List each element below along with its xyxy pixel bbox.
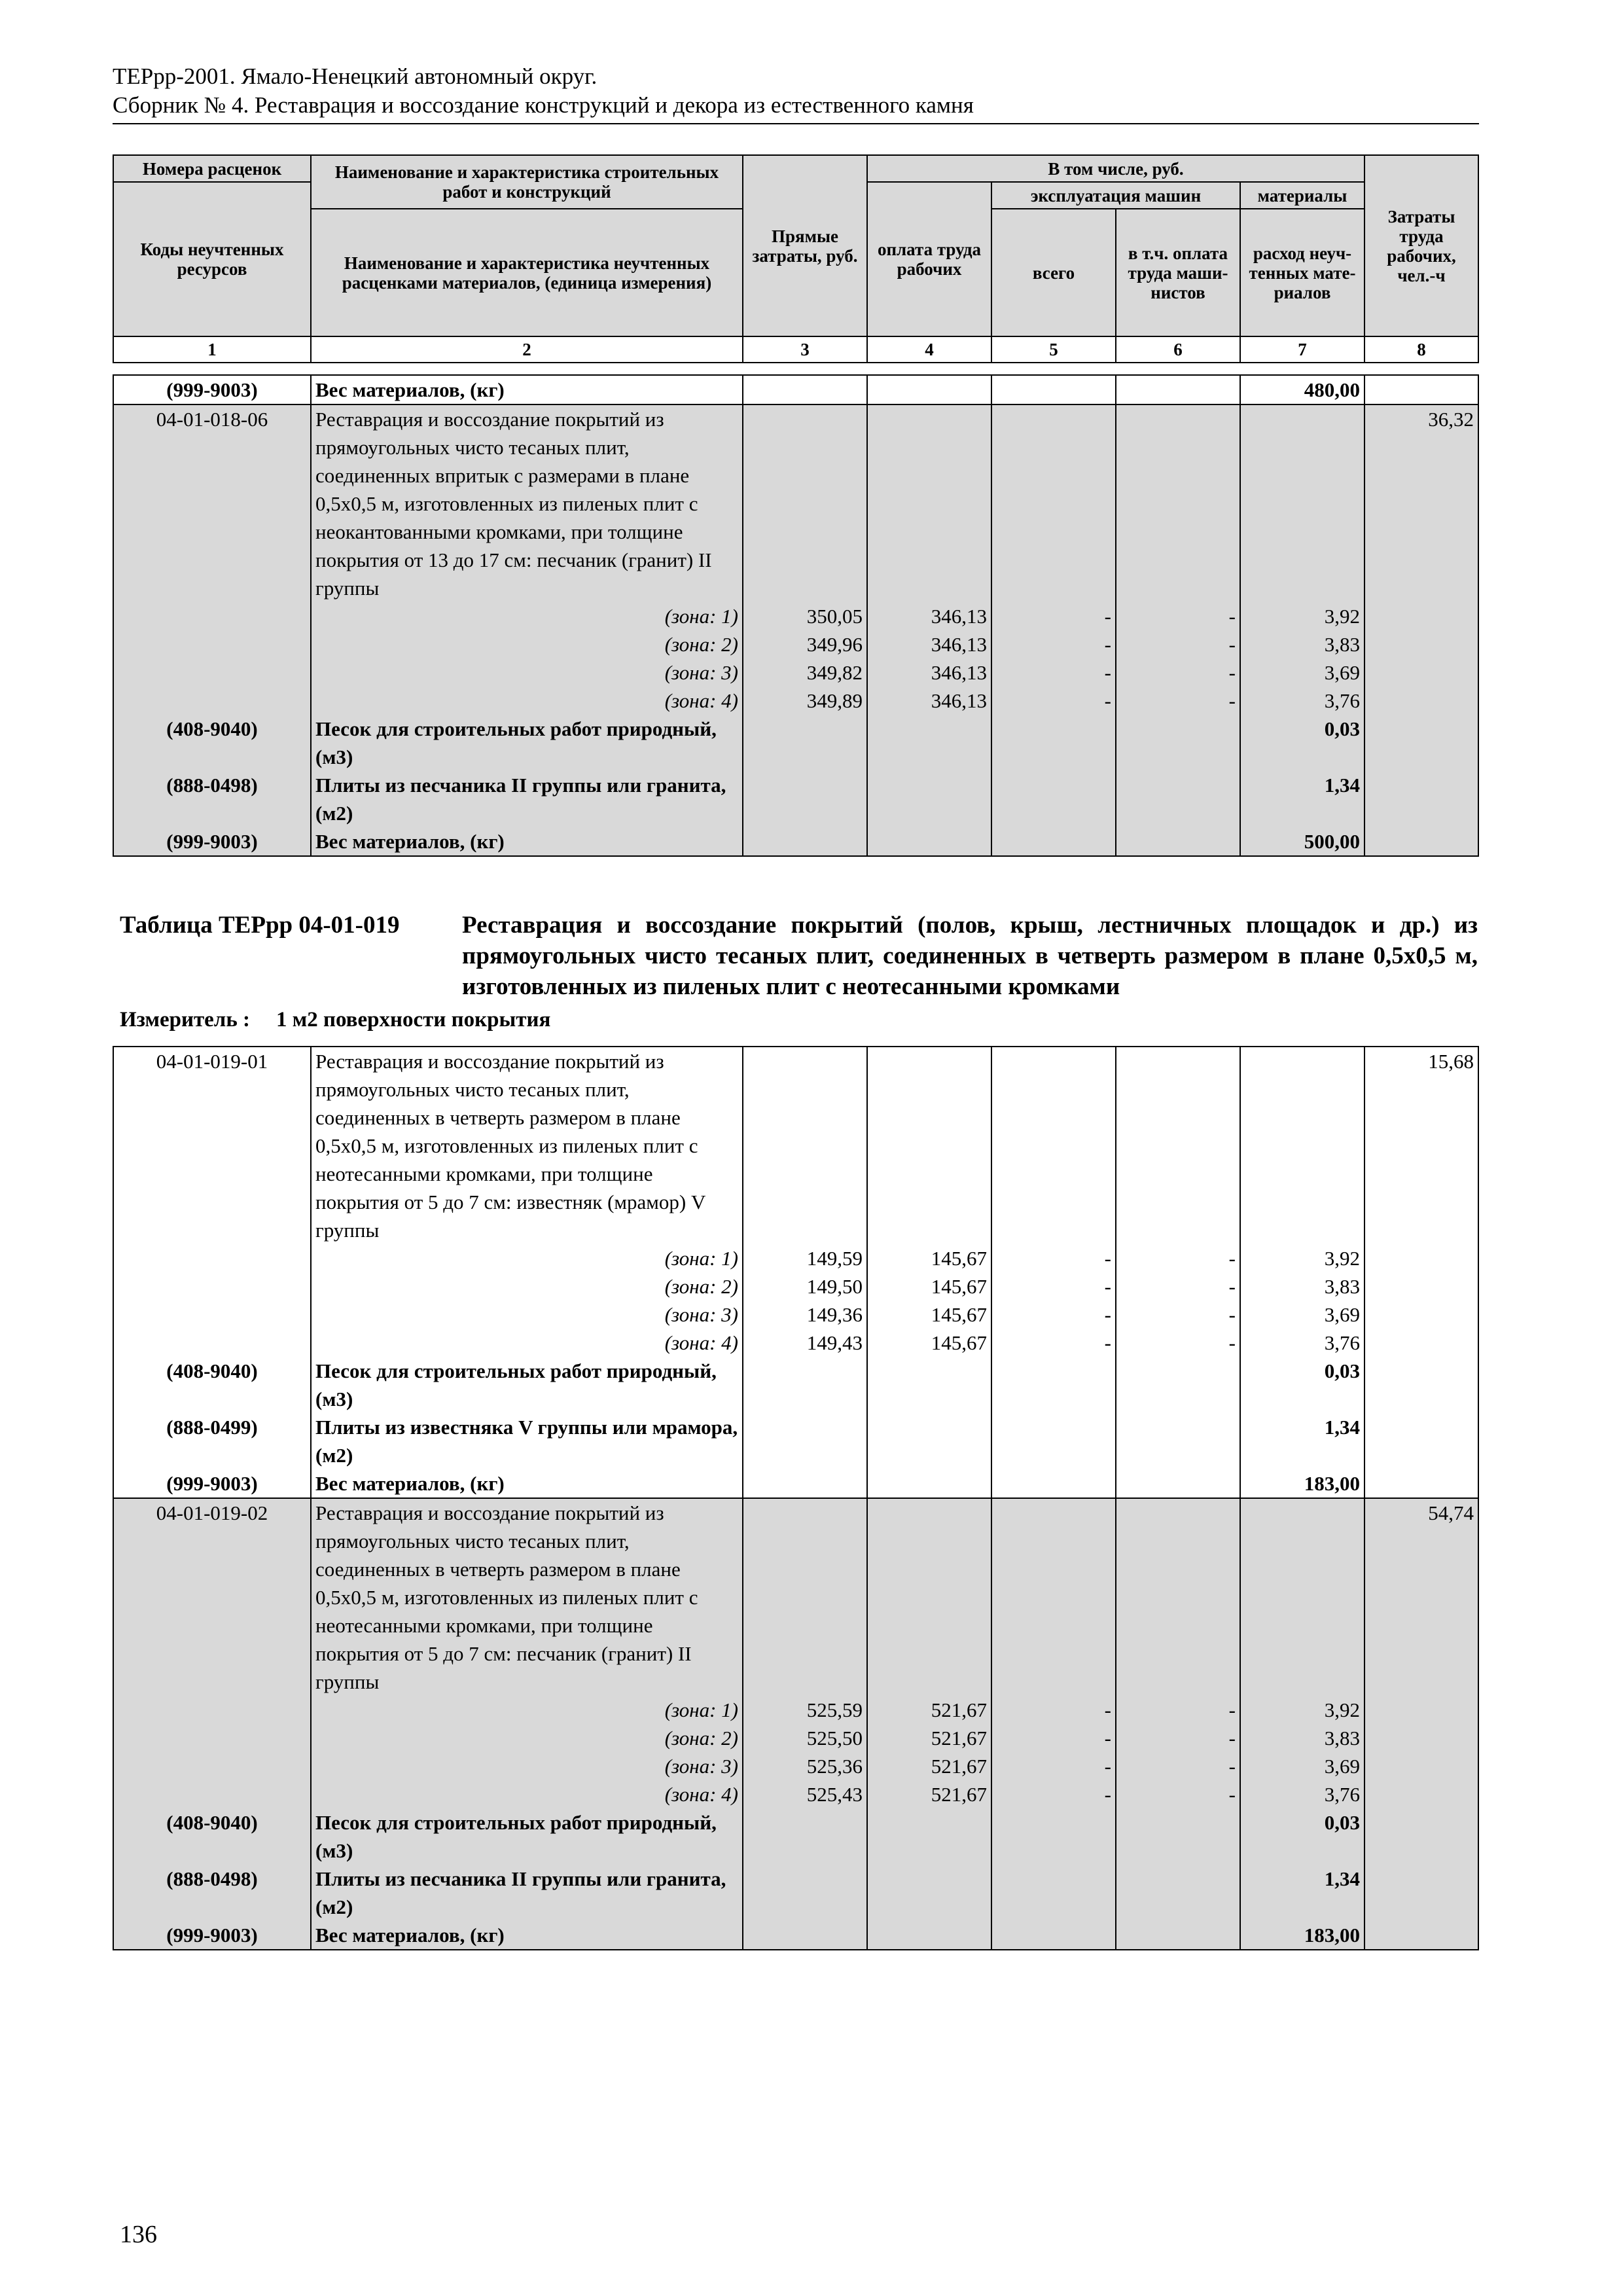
table-row (113, 1808, 1478, 1865)
resource-value: 183,00 (1240, 1921, 1364, 1950)
table-row (113, 1752, 1478, 1780)
column-number: 2 (311, 336, 743, 363)
machinists-wages: - (1116, 1244, 1240, 1272)
machinists-wages: - (1116, 1696, 1240, 1724)
direct-costs: 350,05 (743, 602, 867, 630)
table-row (113, 715, 1478, 771)
table-row (113, 1696, 1478, 1724)
measure-unit (120, 1007, 550, 1033)
table-row (113, 1780, 1478, 1808)
machinists-wages: - (1116, 687, 1240, 715)
materials: 3,83 (1240, 1724, 1364, 1752)
header-wages: оплата труда рабочих (867, 182, 991, 336)
wages: 346,13 (867, 630, 991, 658)
header-materials: материалы (1240, 182, 1364, 209)
wages: 346,13 (867, 687, 991, 715)
materials: 3,69 (1240, 1300, 1364, 1329)
table-row (113, 687, 1478, 715)
table-row (113, 630, 1478, 658)
table-row (113, 375, 1478, 404)
machines-total: - (991, 658, 1116, 687)
header-resource-codes: Коды неучтенных ресурсов (113, 182, 311, 336)
materials: 3,92 (1240, 1244, 1364, 1272)
materials: 3,83 (1240, 1272, 1364, 1300)
rate-code: 04-01-019-02 (113, 1498, 311, 1696)
machinists-wages: - (1116, 1272, 1240, 1300)
running-header-title: ТЕРрр-2001. Ямало-Ненецкий автономный округ. (113, 63, 597, 89)
direct-costs: 525,36 (743, 1752, 867, 1780)
zone-label: (зона: 2) (311, 1724, 743, 1752)
resource-value: 183,00 (1240, 1469, 1364, 1498)
column-number: 1 (113, 336, 311, 363)
resource-value: 1,34 (1240, 1865, 1364, 1921)
rates-table-018 (113, 374, 1479, 857)
machines-total: - (991, 1696, 1116, 1724)
labor-costs: 36,32 (1364, 404, 1478, 602)
direct-costs: 149,50 (743, 1272, 867, 1300)
column-number: 5 (991, 336, 1116, 363)
header-rule (113, 123, 1479, 124)
resource-value: 1,34 (1240, 771, 1364, 827)
column-number: 7 (1240, 336, 1364, 363)
resource-code: (999-9003) (113, 1469, 311, 1498)
resource-code: (999-9003) (113, 827, 311, 856)
direct-costs: 525,59 (743, 1696, 867, 1724)
wages: 145,67 (867, 1300, 991, 1329)
header-including: В том числе, руб. (867, 155, 1364, 182)
resource-code: (408-9040) (113, 1357, 311, 1413)
resource-value: 0,03 (1240, 1808, 1364, 1865)
machines-total: - (991, 1329, 1116, 1357)
wages: 145,67 (867, 1272, 991, 1300)
header-machinists-wages: в т.ч. оплата труда маши-нистов (1116, 209, 1240, 336)
machinists-wages: - (1116, 1300, 1240, 1329)
machinists-wages: - (1116, 602, 1240, 630)
table-row (113, 1244, 1478, 1272)
running-header-collection: Сборник № 4. Реставрация и воссоздание конструкций и декора из естественного камня (113, 92, 974, 118)
machines-total: - (991, 1780, 1116, 1808)
direct-costs: 525,50 (743, 1724, 867, 1752)
header-labor-costs: Затраты труда рабочих, чел.-ч (1364, 155, 1478, 336)
machinists-wages: - (1116, 1780, 1240, 1808)
machines-total: - (991, 630, 1116, 658)
table-row (113, 1724, 1478, 1752)
wages: 346,13 (867, 602, 991, 630)
resource-name: Вес материалов, (кг) (311, 827, 743, 856)
machinists-wages: - (1116, 1329, 1240, 1357)
zone-label: (зона: 2) (311, 1272, 743, 1300)
table-row (113, 1498, 1478, 1696)
column-number: 3 (743, 336, 867, 363)
measure-value: 1 м2 поверхности покрытия (276, 1008, 551, 1031)
machines-total: - (991, 1752, 1116, 1780)
column-number: 8 (1364, 336, 1478, 363)
resource-value: 480,00 (1240, 375, 1364, 404)
table-title: Реставрация и воссоздание покрытий (полов, крыш, лестничных площадок и др.) из прямоугольных чисто тесаных плит, соединенных в четверть размером в плане 0,5х0,5 м, изготовленных из пиленых плит с неотесанными кромками (462, 912, 1478, 1000)
table-row (113, 1413, 1478, 1469)
resource-code: (999-9003) (113, 1921, 311, 1950)
rates-table-019 (113, 1046, 1479, 1950)
materials: 3,76 (1240, 1780, 1364, 1808)
direct-costs: 349,82 (743, 658, 867, 687)
wages: 521,67 (867, 1696, 991, 1724)
machines-total: - (991, 1244, 1116, 1272)
rate-description: Реставрация и воссоздание покрытий из прямоугольных чисто тесаных плит, соединенных в четверть размером в плане 0,5х0,5 м, изготовленных из пиленых плит с неотесанными кромками, при толщине покрытия от 5 до 7 см: песчаник (гранит) II группы (311, 1498, 743, 1696)
table-row (113, 1357, 1478, 1413)
table-row (113, 1272, 1478, 1300)
table-row (113, 404, 1478, 602)
materials: 3,76 (1240, 687, 1364, 715)
table-row (113, 658, 1478, 687)
rate-code: 04-01-019-01 (113, 1047, 311, 1244)
machines-total: - (991, 1272, 1116, 1300)
machinists-wages: - (1116, 658, 1240, 687)
resource-code: (408-9040) (113, 1808, 311, 1865)
materials: 3,69 (1240, 1752, 1364, 1780)
zone-label: (зона: 4) (311, 1780, 743, 1808)
page-number: 136 (120, 2221, 157, 2248)
direct-costs: 149,43 (743, 1329, 867, 1357)
table-row (113, 1300, 1478, 1329)
resource-name: Вес материалов, (кг) (311, 1921, 743, 1950)
zone-label: (зона: 3) (311, 1300, 743, 1329)
resource-name: Плиты из песчаника II группы или гранита, (м2) (311, 771, 743, 827)
header-machines-total: всего (991, 209, 1116, 336)
zone-label: (зона: 3) (311, 1752, 743, 1780)
wages: 521,67 (867, 1724, 991, 1752)
header-numbers: Номера расценок (113, 155, 311, 182)
materials: 3,92 (1240, 1696, 1364, 1724)
direct-costs: 149,36 (743, 1300, 867, 1329)
direct-costs: 349,89 (743, 687, 867, 715)
resource-name: Вес материалов, (кг) (311, 375, 743, 404)
zone-label: (зона: 3) (311, 658, 743, 687)
labor-costs: 15,68 (1364, 1047, 1478, 1244)
labor-costs: 54,74 (1364, 1498, 1478, 1696)
table-row (113, 1921, 1478, 1950)
table-row (113, 602, 1478, 630)
machines-total: - (991, 602, 1116, 630)
machines-total: - (991, 1724, 1116, 1752)
rate-description: Реставрация и воссоздание покрытий из прямоугольных чисто тесаных плит, соединенных в четверть размером в плане 0,5х0,5 м, изготовленных из пиленых плит с неотесанными кромками, при толщине покрытия от 5 до 7 см: известняк (мрамор) V группы (311, 1047, 743, 1244)
machines-total: - (991, 687, 1116, 715)
resource-name: Песок для строительных работ природный, (м3) (311, 715, 743, 771)
wages: 145,67 (867, 1244, 991, 1272)
zone-label: (зона: 4) (311, 687, 743, 715)
table-row (113, 1469, 1478, 1498)
column-header-table (113, 154, 1479, 363)
zone-label: (зона: 1) (311, 602, 743, 630)
machinists-wages: - (1116, 1752, 1240, 1780)
materials: 3,76 (1240, 1329, 1364, 1357)
direct-costs: 525,43 (743, 1780, 867, 1808)
table-row (113, 771, 1478, 827)
resource-code: (888-0499) (113, 1413, 311, 1469)
table-row (113, 1329, 1478, 1357)
column-number: 6 (1116, 336, 1240, 363)
table-row (113, 827, 1478, 856)
resource-name: Плиты из песчаника II группы или гранита, (м2) (311, 1865, 743, 1921)
materials: 3,92 (1240, 602, 1364, 630)
machinists-wages: - (1116, 630, 1240, 658)
machines-total: - (991, 1300, 1116, 1329)
header-material-consumption: расход неуч-тенных мате-риалов (1240, 209, 1364, 336)
wages: 346,13 (867, 658, 991, 687)
wages: 521,67 (867, 1752, 991, 1780)
zone-label: (зона: 1) (311, 1696, 743, 1724)
machinists-wages: - (1116, 1724, 1240, 1752)
resource-value: 500,00 (1240, 827, 1364, 856)
header-material-name: Наименование и характеристика неучтенных расценками материалов, (единица измерения) (311, 209, 743, 336)
resource-name: Плиты из известняка V группы или мрамора, (м2) (311, 1413, 743, 1469)
table-row (113, 1865, 1478, 1921)
table-row (113, 1047, 1478, 1244)
direct-costs: 149,59 (743, 1244, 867, 1272)
zone-label: (зона: 1) (311, 1244, 743, 1272)
zone-label: (зона: 4) (311, 1329, 743, 1357)
resource-code: (888-0498) (113, 771, 311, 827)
rate-description: Реставрация и воссоздание покрытий из прямоугольных чисто тесаных плит, соединенных впритык с размерами в плане 0,5х0,5 м, изготовленных из пиленых плит с неокантованными кромками, при толщине покрытия от 13 до 17 см: песчаник (гранит) II группы (311, 404, 743, 602)
resource-name: Песок для строительных работ природный, (м3) (311, 1808, 743, 1865)
resource-value: 0,03 (1240, 715, 1364, 771)
rate-code: 04-01-018-06 (113, 404, 311, 602)
resource-code: (888-0498) (113, 1865, 311, 1921)
measure-label: Измеритель : (120, 1008, 251, 1031)
resource-code: (999-9003) (113, 375, 311, 404)
resource-value: 0,03 (1240, 1357, 1364, 1413)
header-machines: эксплуатация машин (991, 182, 1240, 209)
resource-name: Песок для строительных работ природный, (м3) (311, 1357, 743, 1413)
table-code: Таблица ТЕРрр 04-01-019 (120, 912, 400, 939)
resource-code: (408-9040) (113, 715, 311, 771)
resource-name: Вес материалов, (кг) (311, 1469, 743, 1498)
materials: 3,83 (1240, 630, 1364, 658)
header-direct-costs: Прямые затраты, руб. (743, 155, 867, 336)
wages: 145,67 (867, 1329, 991, 1357)
resource-value: 1,34 (1240, 1413, 1364, 1469)
column-number: 4 (867, 336, 991, 363)
materials: 3,69 (1240, 658, 1364, 687)
header-work-name: Наименование и характеристика строительных работ и конструкций (311, 155, 743, 209)
direct-costs: 349,96 (743, 630, 867, 658)
zone-label: (зона: 2) (311, 630, 743, 658)
wages: 521,67 (867, 1780, 991, 1808)
